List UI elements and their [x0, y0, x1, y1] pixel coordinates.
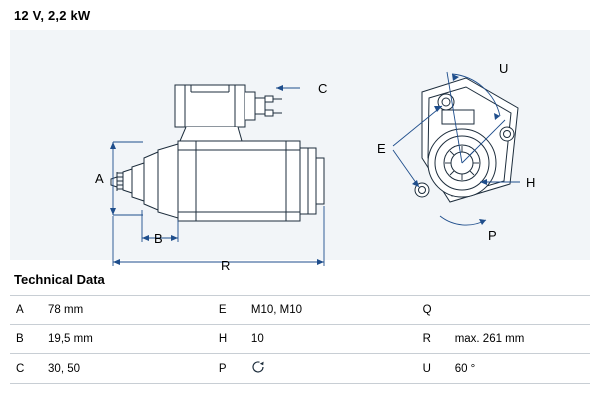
column-spacer — [180, 354, 213, 384]
label-h: H — [526, 175, 536, 190]
row-key-a: A — [10, 296, 42, 325]
column-spacer — [384, 325, 417, 354]
row-key-q: Q — [417, 296, 449, 325]
row-key-h: H — [213, 325, 245, 354]
row-value-a: 78 mm — [42, 296, 180, 325]
row-value-h: 10 — [245, 325, 384, 354]
row-value-b: 19,5 mm — [42, 325, 180, 354]
technical-data-table — [10, 295, 590, 384]
column-spacer — [384, 296, 417, 325]
column-spacer — [180, 296, 213, 325]
row-value-u: 60 ° — [449, 354, 590, 384]
table-row — [10, 325, 590, 354]
starter-motor-drawing — [10, 30, 590, 273]
table-row — [10, 354, 590, 384]
label-a: A — [95, 171, 104, 186]
row-value-e: M10, M10 — [245, 296, 384, 325]
label-b: B — [154, 231, 163, 246]
page-title: 12 V, 2,2 kW — [14, 8, 91, 23]
row-key-u: U — [417, 354, 449, 384]
rotation-direction-icon — [251, 360, 266, 377]
row-key-r: R — [417, 325, 449, 354]
row-key-e: E — [213, 296, 245, 325]
technical-drawing-panel — [10, 30, 590, 273]
column-spacer — [180, 325, 213, 354]
label-u: U — [499, 61, 509, 76]
row-value-q — [449, 296, 590, 325]
label-e: E — [377, 141, 386, 156]
label-r: R — [221, 258, 231, 273]
column-spacer — [384, 354, 417, 384]
label-p: P — [488, 228, 497, 243]
row-key-p: P — [213, 354, 245, 384]
row-value-p — [245, 354, 384, 384]
row-key-b: B — [10, 325, 42, 354]
technical-data-heading: Technical Data — [14, 272, 105, 287]
table-row — [10, 296, 590, 325]
row-key-c: C — [10, 354, 42, 384]
row-value-c: 30, 50 — [42, 354, 180, 384]
row-value-r: max. 261 mm — [449, 325, 590, 354]
label-c: C — [318, 81, 328, 96]
